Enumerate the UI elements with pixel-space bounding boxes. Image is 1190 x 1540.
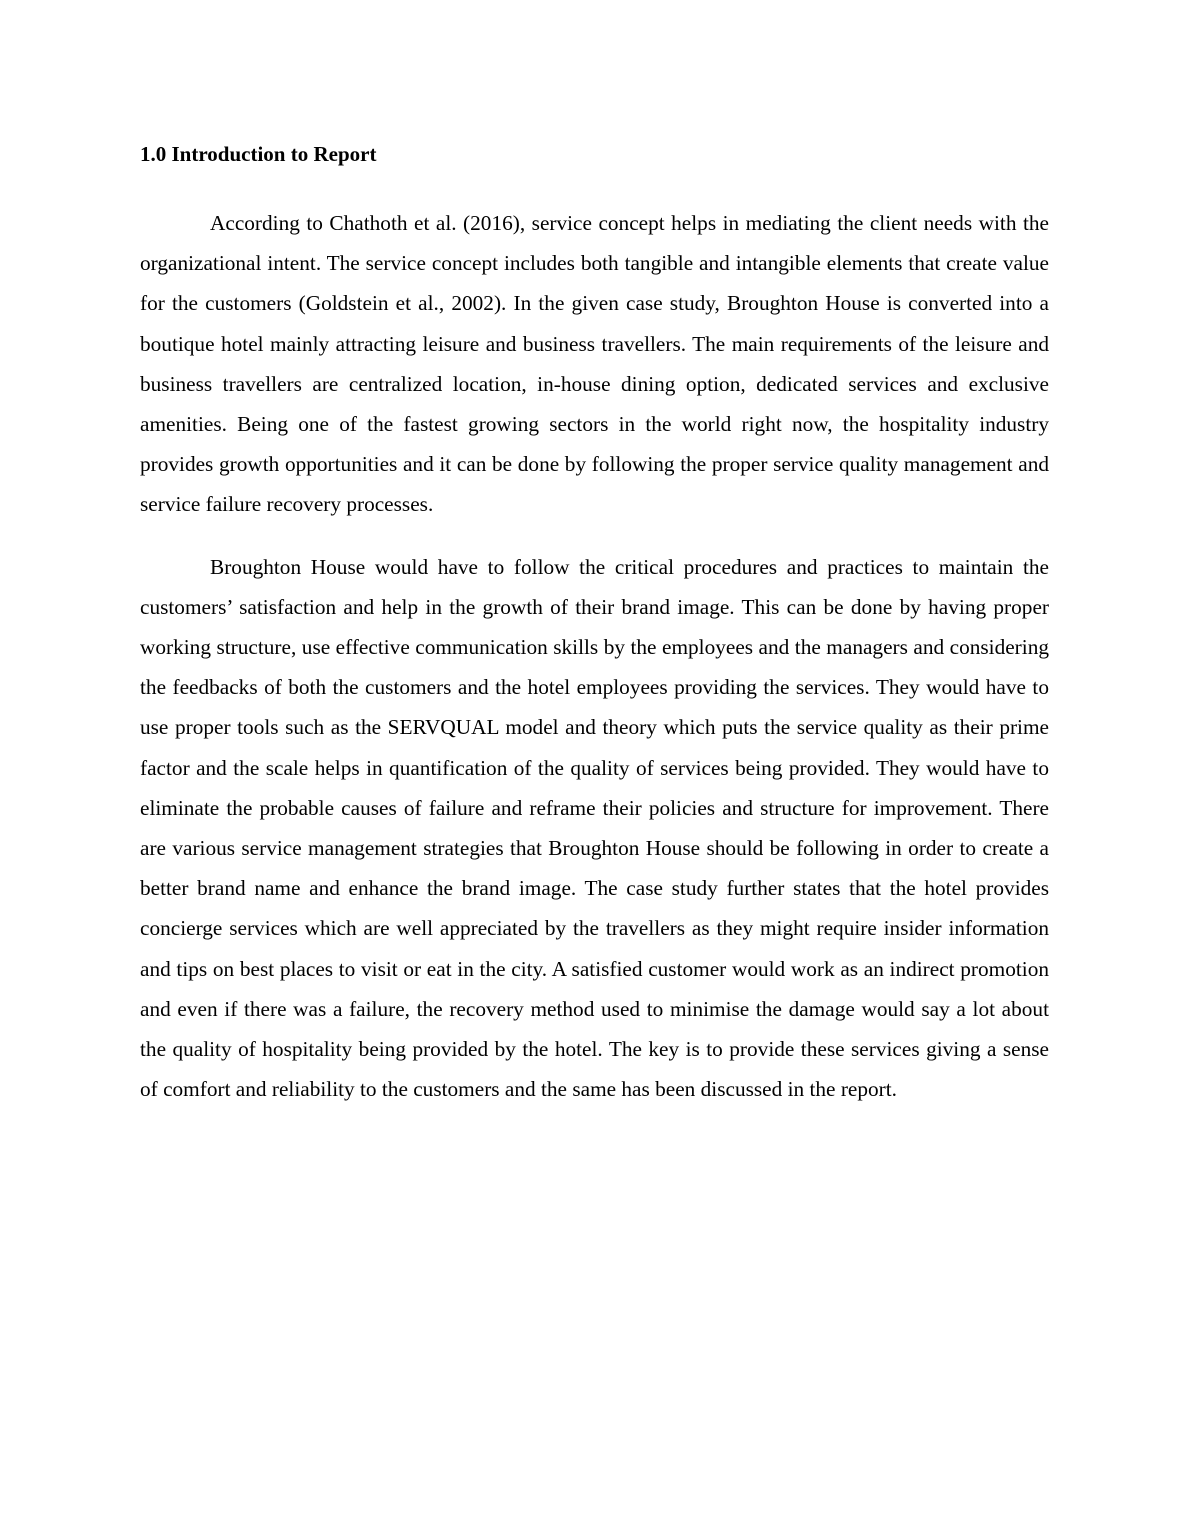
- section-heading: 1.0 Introduction to Report: [140, 142, 377, 166]
- page-content: [140, 140, 1049, 1109]
- body-paragraph-1: According to Chathoth et al. (2016), service concept helps in mediating the client needs with the organizational intent. The service concept includes both tangible and intangible elements that create value for the customers (Goldstein et al., 2002). In the given case study, Broughton House is converted into a boutique hotel mainly attracting leisure and business travellers. The main requirements of the leisure and business travellers are centralized location, in-house dining option, dedicated services and exclusive amenities. Being one of the fastest growing sectors in the world right now, the hospitality industry provides growth opportunities and it can be done by following the proper service quality management and service failure recovery processes.: [140, 211, 1049, 517]
- body-paragraph-2: Broughton House would have to follow the critical procedures and practices to maintain the customers’ satisfaction and help in the growth of their brand image. This can be done by having proper working structure, use effective communication skills by the employees and the managers and considering the feedbacks of both the customers and the hotel employees providing the services. They would have to use proper tools such as the SERVQUAL model and theory which puts the service quality as their prime factor and the scale helps in quantification of the quality of services being provided. They would have to eliminate the probable causes of failure and reframe their policies and structure for improvement. There are various service management strategies that Broughton House should be following in order to create a better brand name and enhance the brand image. The case study further states that the hotel provides concierge services which are well appreciated by the travellers as they might require insider information and tips on best places to visit or eat in the city. A satisfied customer would work as an indirect promotion and even if there was a failure, the recovery method used to minimise the damage would say a lot about the quality of hospitality being provided by the hotel. The key is to provide these services giving a sense of comfort and reliability to the customers and the same has been discussed in the report.: [140, 554, 1049, 1102]
